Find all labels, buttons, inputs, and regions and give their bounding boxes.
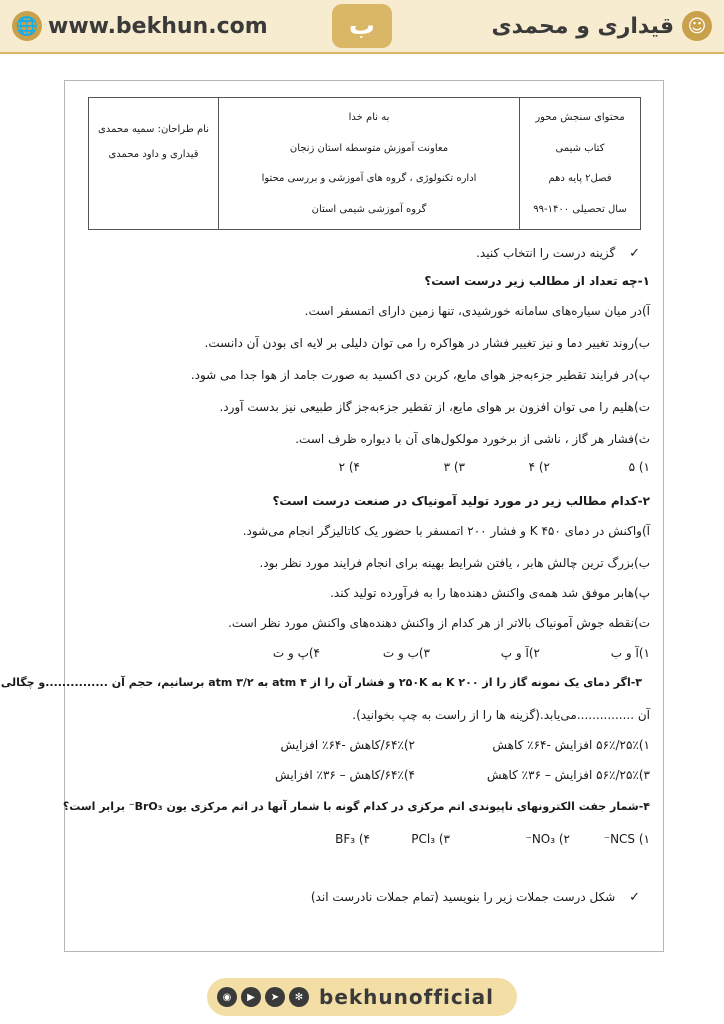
- statement-item: پ)در فرایند تقطیر جزءبه‌جز هوای مایع، کربن دی اکسید به صورت جامد از هوا جدا می شود.: [190, 368, 650, 382]
- header-line: به نام خدا: [348, 111, 390, 123]
- option-1[interactable]: ۱)آ و ب: [610, 646, 650, 660]
- user-icon: ☺: [682, 11, 712, 41]
- globe-icon: 🌐: [12, 11, 42, 41]
- option-3[interactable]: ۳) ۳: [443, 460, 465, 474]
- answer-options: [90, 646, 650, 662]
- statement-item: پ)هابر موفق شد همه‌ی واکنش دهنده‌ها را به فرآورده تولید کند.: [330, 586, 650, 600]
- designers-label: نام طراحان: سمیه محمدی: [98, 124, 209, 135]
- option-4[interactable]: ۴) BF₃: [335, 832, 370, 846]
- top-banner: [0, 0, 724, 54]
- option-1[interactable]: ۱) NCS⁻: [603, 832, 650, 846]
- statement-item: ت)هلیم را می توان افزون بر هوای مایع، از تقطیر جزءبه‌جز گاز طبیعی نیز بدست آورد.: [219, 400, 650, 414]
- social-footer: [207, 978, 517, 1016]
- option-1[interactable]: ۱) ۵: [628, 460, 650, 474]
- section-title: ✓ شکل درست جملات زیر را بنویسید (تمام جملات نادرست اند): [310, 890, 640, 905]
- center-cell: [219, 98, 520, 229]
- option-2[interactable]: ۲)آ و پ: [500, 646, 540, 660]
- header-line: کتاب شیمی: [555, 142, 605, 154]
- header-line: فصل۲ پایه دهم: [548, 173, 612, 185]
- option-2[interactable]: ۲)۶۴٪/کاهش -۶۴٪ افزایش: [280, 738, 415, 752]
- website-block[interactable]: [12, 10, 268, 42]
- answer-options: [90, 832, 650, 848]
- header-line: محتوای سنجش محور: [535, 111, 625, 123]
- statement-item: ت)نقطه جوش آمونیاک بالاتر از هر کدام از واکنش دهنده‌های واکنش مورد نظر است.: [228, 616, 650, 630]
- header-line: گروه آموزشی شیمی استان: [311, 204, 427, 216]
- header-line: معاونت آموزش متوسطه استان زنجان: [289, 142, 449, 154]
- question-stem-continued: آن ...............می‌یابد.(گزینه ها را از راست به چپ بخوانید).: [352, 708, 650, 722]
- question-stem: ۱-چه تعداد از مطالب زیر درست است؟: [424, 274, 650, 288]
- designers-names: قیداری و داود محمدی: [108, 149, 199, 160]
- youtube-icon[interactable]: ▶: [241, 987, 261, 1007]
- instagram-icon[interactable]: ◉: [217, 987, 237, 1007]
- option-1[interactable]: ۱)۲۵٪/۵۶٪ افزایش -۶۴٪ کاهش: [492, 738, 650, 752]
- option-2[interactable]: ۲) ۴: [528, 460, 550, 474]
- aparat-icon[interactable]: ✻: [289, 987, 309, 1007]
- section-title: ✓ گزینه درست را انتخاب کنید.: [476, 246, 640, 261]
- option-3[interactable]: ۳)ب و ت: [382, 646, 430, 660]
- statement-item: ث)فشار هر گاز ، ناشی از برخورد مولکول‌های آن با دیواره ظرف است.: [295, 432, 650, 446]
- answer-options: [90, 768, 650, 784]
- telegram-icon[interactable]: ➤: [265, 987, 285, 1007]
- answer-options: [90, 738, 650, 754]
- question-stem: ۲-کدام مطالب زیر در مورد تولید آمونیاک در صنعت درست است؟: [272, 494, 650, 508]
- statement-item: آ)در میان سیاره‌های سامانه خورشیدی، تنها زمین دارای اتمسفر است.: [304, 304, 650, 318]
- designers-cell: [89, 98, 219, 229]
- bekhun-logo: ب: [332, 4, 392, 48]
- option-4[interactable]: ۴) ۲: [338, 460, 360, 474]
- header-line: سال تحصیلی ۱۴۰۰-۹۹: [533, 204, 627, 216]
- checkmark-icon: ✓: [629, 246, 640, 261]
- question-stem: ۳-اگر دمای یک نمونه گاز را از ۲۰۰ K به ۲۵۰K و فشار آن را از ۴ atm به ۳/۲ atm برسانیم، حجم آن ...............و چگالی: [0, 676, 642, 689]
- social-handle[interactable]: bekhunofficial: [319, 985, 494, 1009]
- brand-block: [491, 10, 712, 42]
- statement-item: ب)روند تغییر دما و نیز تغییر فشار در هواکره را می توان دلیلی بر لایه ای بودن آن دانست.: [204, 336, 650, 350]
- option-4[interactable]: ۴)۶۴٪/کاهش – ۳۶٪ افزایش: [275, 768, 415, 782]
- statement-item: ب)بزرگ ترین چالش هابر ، یافتن شرایط بهینه برای انجام فرایند مورد نظر بود.: [259, 556, 650, 570]
- question-stem: ۴-شمار جفت الکترونهای ناپیوندی اتم مرکزی در کدام گونه با شمار آنها در اتم مرکزی یون BrO₃⁻ برابر است؟: [62, 800, 650, 813]
- answer-options: [90, 460, 650, 476]
- header-table: [88, 97, 641, 230]
- website-url[interactable]: www.bekhun.com: [48, 13, 268, 39]
- option-3[interactable]: ۳)۲۵٪/۵۶٪ افزایش – ۳۶٪ کاهش: [486, 768, 650, 782]
- option-2[interactable]: ۲) NO₃⁻: [525, 832, 570, 846]
- statement-item: آ)واکنش در دمای ۴۵۰ K و فشار ۲۰۰ اتمسفر با حضور یک کاتالیزگر انجام می‌شود.: [242, 524, 650, 538]
- header-line: اداره تکنولوژی ، گروه های آموزشی و بررسی محتوا: [261, 173, 477, 185]
- checkmark-icon: ✓: [629, 890, 640, 905]
- option-4[interactable]: ۴)پ و ت: [272, 646, 320, 660]
- subject-cell: [520, 98, 640, 229]
- option-3[interactable]: ۳) PCl₃: [411, 832, 450, 846]
- brand-name: قیداری و محمدی: [491, 13, 674, 39]
